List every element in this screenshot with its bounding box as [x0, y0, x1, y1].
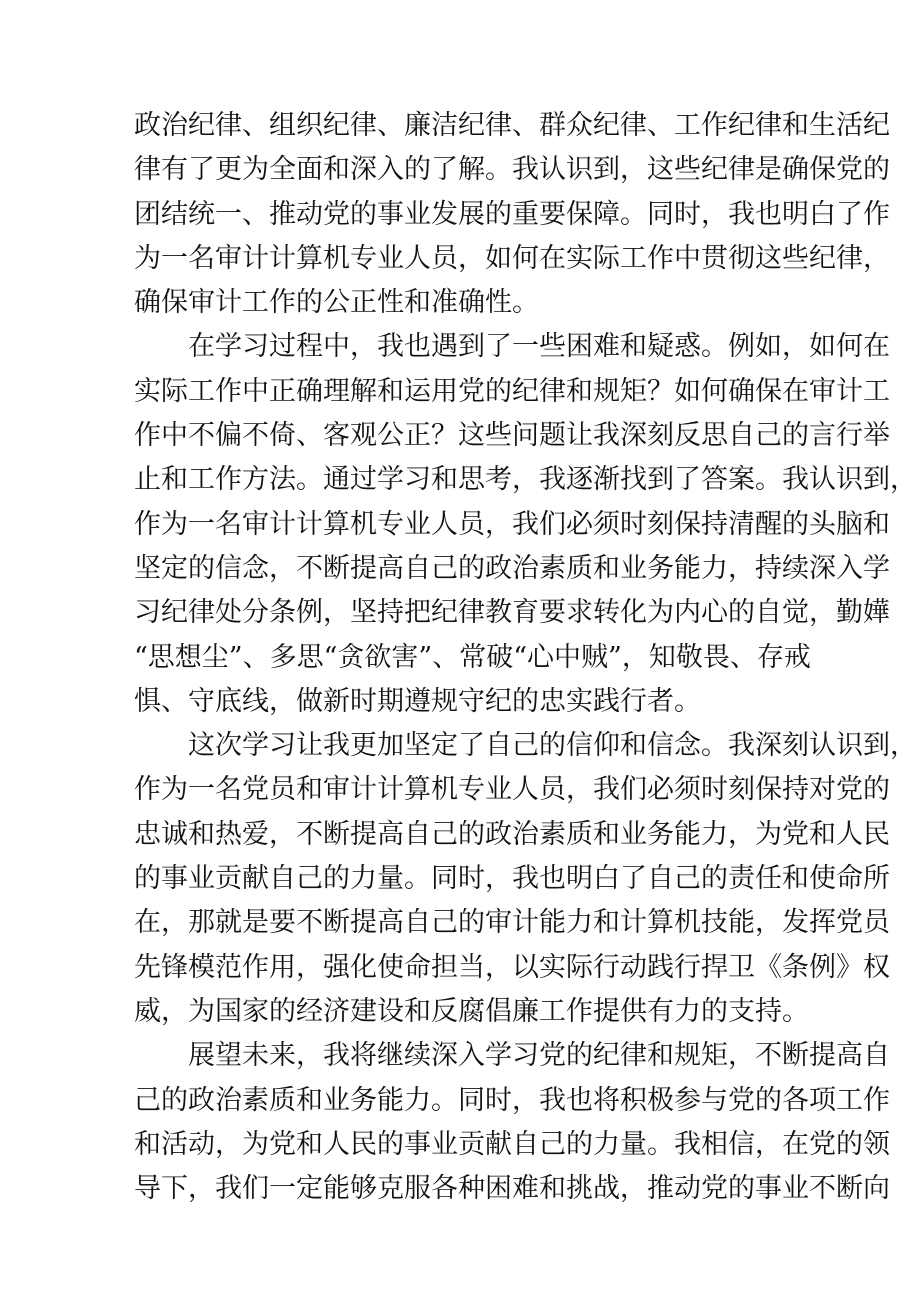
text-line: 作为一名党员和审计计算机专业人员，我们必须时刻保持对党的	[134, 774, 890, 806]
document-body	[134, 104, 917, 1211]
text-line: 实际工作中正确理解和运用党的纪律和规矩？如何确保在审计工	[134, 375, 890, 407]
text-line: 展望未来，我将继续深入学习党的纪律和规矩，不断提高自	[188, 1040, 890, 1072]
text-line: 律有了更为全面和深入的了解。我认识到，这些纪律是确保党的	[134, 154, 890, 186]
text-line: 坚定的信念，不断提高自己的政治素质和业务能力，持续深入学	[134, 552, 890, 584]
text-line: 团结统一、推动党的事业发展的重要保障。同时，我也明白了作	[134, 198, 890, 230]
text-line: 作为一名审计计算机专业人员，我们必须时刻保持清醒的头脑和	[134, 508, 890, 540]
text-line: 己的政治素质和业务能力。同时，我也将积极参与党的各项工作	[134, 1084, 890, 1116]
text-line: “思想尘”、多思“贪欲害”、常破“心中贼”，知敬畏、存戒	[134, 641, 811, 673]
text-line: 为一名审计计算机专业人员，如何在实际工作中贯彻这些纪律，	[134, 242, 890, 274]
paragraph	[134, 1034, 890, 1211]
text-line: 忠诚和热爱，不断提高自己的政治素质和业务能力，为党和人民	[134, 818, 890, 850]
text-line: 在学习过程中，我也遇到了一些困难和疑惑。例如，如何在	[188, 331, 890, 363]
text-line: 和活动，为党和人民的事业贡献自己的力量。我相信，在党的领	[134, 1128, 890, 1160]
paragraph	[134, 724, 917, 1034]
text-line: 确保审计工作的公正性和准确性。	[134, 287, 539, 319]
text-line: 先锋模范作用，强化使命担当，以实际行动践行捍卫《条例》权	[134, 951, 890, 983]
text-line: 作中不偏不倚、客观公正？这些问题让我深刻反思自己的言行举	[134, 420, 890, 452]
text-line: 惧、守底线，做新时期遵规守纪的忠实践行者。	[134, 685, 701, 717]
text-line: 止和工作方法。通过学习和思考，我逐渐找到了答案。我认识到，	[134, 464, 917, 496]
text-line: 这次学习让我更加坚定了自己的信仰和信念。我深刻认识到，	[188, 730, 917, 762]
text-line: 威，为国家的经济建设和反腐倡廉工作提供有力的支持。	[134, 995, 809, 1027]
text-line: 导下，我们一定能够克服各种困难和挑战，推动党的事业不断向	[134, 1173, 890, 1205]
text-line: 习纪律处分条例，坚持把纪律教育要求转化为内心的自觉，勤嬅	[134, 597, 890, 629]
text-line: 政治纪律、组织纪律、廉洁纪律、群众纪律、工作纪律和生活纪	[134, 110, 890, 141]
paragraph	[134, 325, 917, 724]
paragraph	[134, 104, 890, 325]
text-line: 的事业贡献自己的力量。同时，我也明白了自己的责任和使命所	[134, 863, 890, 895]
text-line: 在，那就是要不断提高自己的审计能力和计算机技能，发挥党员	[134, 907, 890, 939]
